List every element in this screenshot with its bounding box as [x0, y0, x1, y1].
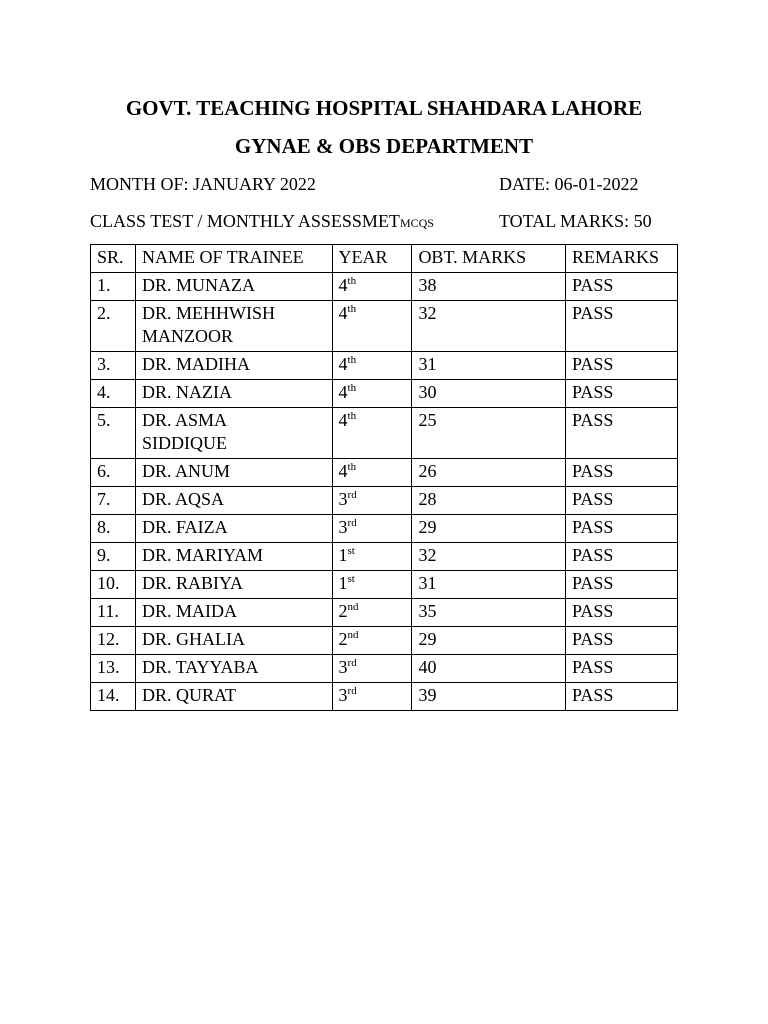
trainee-name-line: SIDDIQUE: [141, 433, 227, 453]
cell-marks: 29: [412, 515, 566, 543]
table-row: [91, 571, 678, 599]
cell-year: [332, 459, 412, 487]
cell-remarks: PASS: [566, 380, 678, 408]
column-header-name: NAME OF TRAINEE: [135, 245, 332, 273]
trainee-name-line: DR. FAIZA: [141, 517, 228, 537]
trainee-name-line: DR. MEHHWISH: [141, 303, 275, 323]
cell-year: [332, 301, 412, 352]
column-header-remarks: REMARKS: [566, 245, 678, 273]
trainee-name-line: DR. QURAT: [141, 685, 236, 705]
year-ordinal-suffix: th: [347, 461, 357, 473]
trainee-name-line: DR. MADIHA: [141, 354, 250, 374]
table-row: [91, 301, 678, 352]
year-ordinal-suffix: th: [347, 354, 357, 366]
results-table: [90, 244, 678, 711]
cell-year: [332, 408, 412, 459]
department-title: GYNAE & OBS DEPARTMENT: [234, 134, 534, 158]
cell-name: [135, 273, 332, 301]
year-ordinal-suffix: th: [347, 275, 357, 287]
year-number: 3: [338, 657, 348, 677]
cell-year: [332, 599, 412, 627]
cell-sr: 12.: [91, 627, 136, 655]
cell-marks: 30: [412, 380, 566, 408]
table-row: [91, 543, 678, 571]
trainee-name-line: DR. TAYYABA: [141, 657, 259, 677]
cell-marks: 35: [412, 599, 566, 627]
year-number: 3: [338, 489, 348, 509]
test-label-text: CLASS TEST / MONTHLY ASSESSMET: [90, 211, 400, 231]
cell-sr: 5.: [91, 408, 136, 459]
cell-sr: 1.: [91, 273, 136, 301]
year-number: 2: [338, 629, 348, 649]
cell-year: [332, 273, 412, 301]
month-label: MONTH OF: JANUARY 2022: [90, 174, 316, 194]
cell-sr: 3.: [91, 352, 136, 380]
cell-name: [135, 352, 332, 380]
cell-remarks: PASS: [566, 459, 678, 487]
year-ordinal-suffix: th: [347, 410, 357, 422]
table-row: [91, 273, 678, 301]
year-number: 2: [338, 601, 348, 621]
cell-name: [135, 515, 332, 543]
year-number: 3: [338, 517, 348, 537]
cell-sr: 4.: [91, 380, 136, 408]
cell-remarks: PASS: [566, 655, 678, 683]
year-ordinal-suffix: rd: [347, 489, 357, 501]
cell-name: [135, 683, 332, 711]
cell-remarks: PASS: [566, 627, 678, 655]
cell-sr: 13.: [91, 655, 136, 683]
total-marks-label: TOTAL MARKS: 50: [499, 211, 652, 231]
year-ordinal-suffix: st: [347, 545, 355, 557]
cell-year: [332, 627, 412, 655]
year-ordinal-suffix: rd: [347, 517, 357, 529]
column-header-sr: SR.: [91, 245, 136, 273]
cell-marks: 38: [412, 273, 566, 301]
year-ordinal-suffix: rd: [347, 657, 357, 669]
cell-sr: 7.: [91, 487, 136, 515]
year-number: 4: [338, 354, 348, 374]
cell-name: [135, 627, 332, 655]
cell-remarks: PASS: [566, 543, 678, 571]
cell-sr: 14.: [91, 683, 136, 711]
cell-year: [332, 380, 412, 408]
table-row: [91, 408, 678, 459]
year-number: 4: [338, 410, 348, 430]
cell-name: [135, 655, 332, 683]
trainee-name-line: DR. NAZIA: [141, 382, 232, 402]
table-row: [91, 599, 678, 627]
table-row: [91, 655, 678, 683]
year-number: 4: [338, 461, 348, 481]
year-number: 1: [338, 573, 348, 593]
trainee-name-line: DR. RABIYA: [141, 573, 243, 593]
cell-marks: 39: [412, 683, 566, 711]
test-label: [90, 210, 434, 234]
trainee-name-line: DR. MARIYAM: [141, 545, 263, 565]
year-ordinal-suffix: th: [347, 303, 357, 315]
cell-remarks: PASS: [566, 571, 678, 599]
test-label-suffix: MCQS: [399, 216, 434, 230]
cell-remarks: PASS: [566, 352, 678, 380]
cell-sr: 2.: [91, 301, 136, 352]
cell-marks: 32: [412, 543, 566, 571]
cell-name: [135, 543, 332, 571]
table-row: [91, 352, 678, 380]
cell-name: [135, 459, 332, 487]
cell-sr: 11.: [91, 599, 136, 627]
table-row: [91, 459, 678, 487]
table-row: [91, 380, 678, 408]
cell-year: [332, 683, 412, 711]
year-ordinal-suffix: nd: [347, 629, 359, 641]
year-number: 4: [338, 303, 348, 323]
year-number: 4: [338, 275, 348, 295]
cell-marks: 28: [412, 487, 566, 515]
cell-name: [135, 487, 332, 515]
results-table-body: [91, 273, 678, 711]
table-row: [91, 683, 678, 711]
table-row: [91, 627, 678, 655]
cell-marks: 40: [412, 655, 566, 683]
cell-year: [332, 487, 412, 515]
cell-year: [332, 571, 412, 599]
year-number: 3: [338, 685, 348, 705]
cell-remarks: PASS: [566, 599, 678, 627]
cell-remarks: PASS: [566, 408, 678, 459]
cell-marks: 29: [412, 627, 566, 655]
cell-remarks: PASS: [566, 301, 678, 352]
cell-year: [332, 655, 412, 683]
year-number: 1: [338, 545, 348, 565]
cell-name: [135, 301, 332, 352]
cell-marks: 31: [412, 352, 566, 380]
cell-year: [332, 352, 412, 380]
trainee-name-line: DR. MUNAZA: [141, 275, 255, 295]
document-title: GOVT. TEACHING HOSPITAL SHAHDARA LAHORE: [125, 96, 643, 120]
trainee-name-line: DR. GHALIA: [141, 629, 245, 649]
table-header-row: [91, 245, 678, 273]
cell-name: [135, 599, 332, 627]
trainee-name-line: DR. ANUM: [141, 461, 230, 481]
cell-name: [135, 408, 332, 459]
trainee-name-line: MANZOOR: [141, 326, 233, 346]
trainee-name-line: DR. ASMA: [141, 410, 227, 430]
cell-sr: 10.: [91, 571, 136, 599]
column-header-year: YEAR: [332, 245, 412, 273]
table-row: [91, 515, 678, 543]
cell-year: [332, 515, 412, 543]
year-ordinal-suffix: rd: [347, 685, 357, 697]
cell-sr: 6.: [91, 459, 136, 487]
cell-marks: 25: [412, 408, 566, 459]
cell-name: [135, 380, 332, 408]
cell-remarks: PASS: [566, 515, 678, 543]
date-label: DATE: 06-01-2022: [499, 174, 639, 194]
cell-marks: 32: [412, 301, 566, 352]
trainee-name-line: DR. MAIDA: [141, 601, 237, 621]
year-number: 4: [338, 382, 348, 402]
cell-sr: 9.: [91, 543, 136, 571]
cell-remarks: PASS: [566, 273, 678, 301]
table-row: [91, 487, 678, 515]
year-ordinal-suffix: th: [347, 382, 357, 394]
year-ordinal-suffix: nd: [347, 601, 359, 613]
cell-sr: 8.: [91, 515, 136, 543]
cell-marks: 31: [412, 571, 566, 599]
trainee-name-line: DR. AQSA: [141, 489, 224, 509]
cell-year: [332, 543, 412, 571]
cell-name: [135, 571, 332, 599]
year-ordinal-suffix: st: [347, 573, 355, 585]
cell-remarks: PASS: [566, 683, 678, 711]
cell-remarks: PASS: [566, 487, 678, 515]
column-header-marks: OBT. MARKS: [412, 245, 566, 273]
cell-marks: 26: [412, 459, 566, 487]
